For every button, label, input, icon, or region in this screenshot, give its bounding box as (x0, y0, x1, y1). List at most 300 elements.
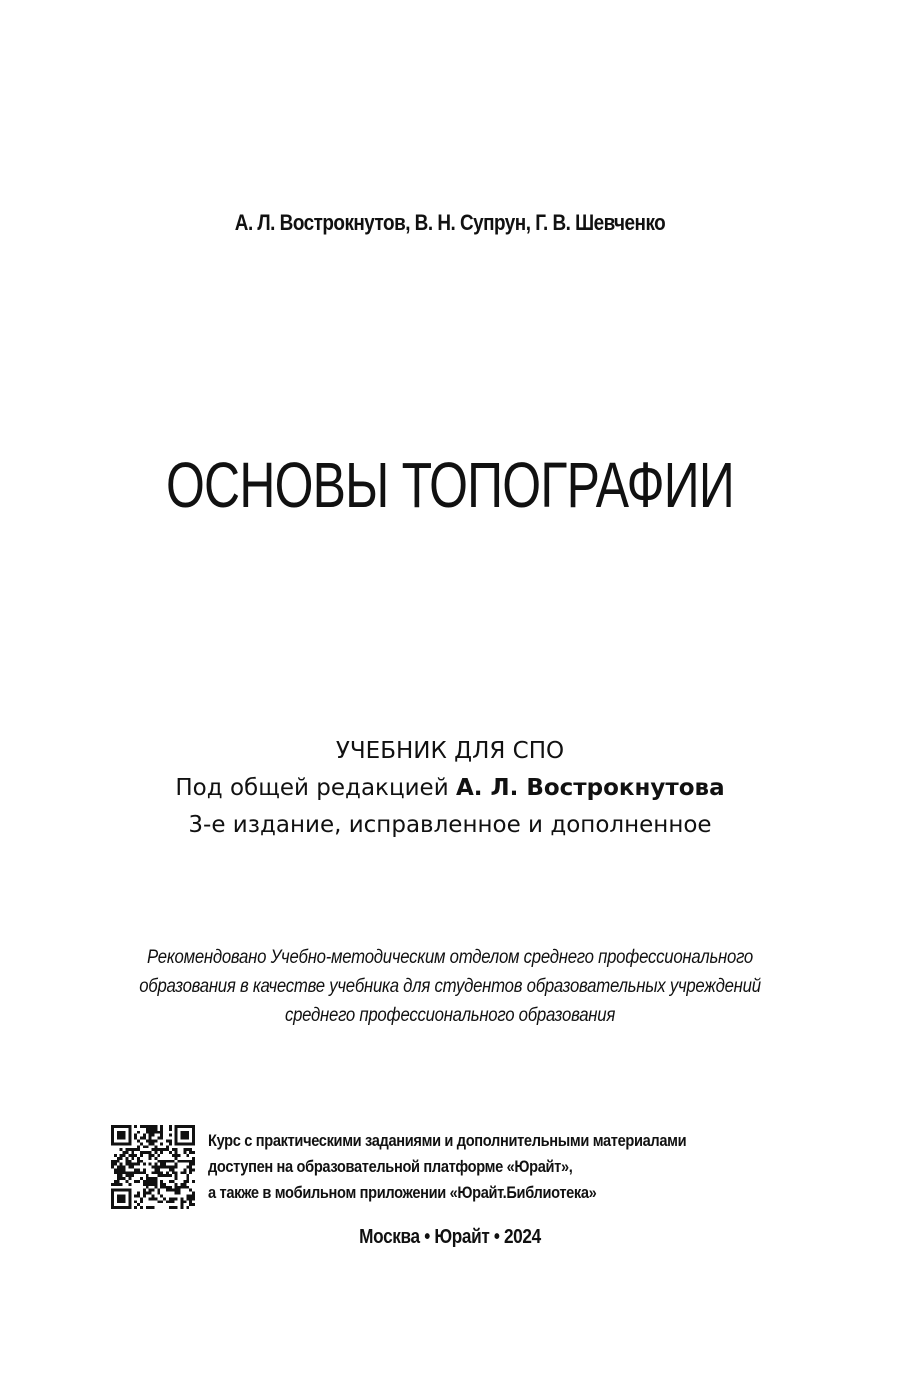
qr-module (175, 1183, 178, 1186)
qr-module (111, 1131, 114, 1134)
qr-module (172, 1206, 175, 1209)
qr-module (178, 1192, 181, 1195)
book-title: ОСНОВЫ ТОПОГРАФИИ (166, 449, 734, 521)
qr-module (111, 1160, 114, 1163)
qr-module (166, 1148, 169, 1151)
qr-module (149, 1154, 152, 1157)
qr-module (183, 1183, 186, 1186)
qr-module (120, 1166, 123, 1169)
qr-module (117, 1157, 120, 1160)
qr-module (131, 1174, 134, 1177)
qr-module (181, 1171, 184, 1174)
qr-module (146, 1125, 149, 1128)
qr-module (175, 1131, 178, 1134)
qr-module (192, 1163, 195, 1166)
qr-module (117, 1183, 120, 1186)
qr-module (125, 1174, 128, 1177)
qr-module (154, 1145, 157, 1148)
qr-module (186, 1195, 189, 1198)
qr-module (120, 1197, 123, 1200)
qr-module (146, 1145, 149, 1148)
qr-module (163, 1174, 166, 1177)
qr-module (154, 1125, 157, 1128)
qr-module (169, 1128, 172, 1131)
qr-module (181, 1125, 184, 1128)
qr-module (169, 1166, 172, 1169)
qr-module (149, 1177, 152, 1180)
qr-module (117, 1134, 120, 1137)
qr-module (114, 1206, 117, 1209)
qr-module (120, 1137, 123, 1140)
qr-module (125, 1160, 128, 1163)
qr-module (137, 1157, 140, 1160)
qr-module (131, 1171, 134, 1174)
qr-module (154, 1180, 157, 1183)
qr-module (140, 1137, 143, 1140)
qr-module (131, 1163, 134, 1166)
qr-module (128, 1148, 131, 1151)
qr-module (160, 1183, 163, 1186)
qr-module (137, 1171, 140, 1174)
qr-module (120, 1142, 123, 1145)
recommendation (63, 943, 837, 1030)
qr-module (157, 1168, 160, 1171)
qr-module (134, 1195, 137, 1198)
qr-module (123, 1195, 126, 1198)
qr-module (172, 1200, 175, 1203)
qr-module (128, 1171, 131, 1174)
qr-module (175, 1186, 178, 1189)
qr-module (140, 1200, 143, 1203)
qr-module (123, 1154, 126, 1157)
qr-module (172, 1168, 175, 1171)
qr-module (157, 1166, 160, 1169)
qr-module (163, 1160, 166, 1163)
qr-module (152, 1183, 155, 1186)
qr-module (123, 1151, 126, 1154)
qr-module (183, 1142, 186, 1145)
qr-module (186, 1206, 189, 1209)
qr-module (149, 1137, 152, 1140)
qr-module (125, 1171, 128, 1174)
qr-module (152, 1189, 155, 1192)
qr-module (128, 1174, 131, 1177)
qr-module (183, 1186, 186, 1189)
qr-module (192, 1197, 195, 1200)
qr-module (140, 1206, 143, 1209)
qr-module (117, 1197, 120, 1200)
qr-module (128, 1192, 131, 1195)
qr-module (134, 1171, 137, 1174)
qr-module (123, 1177, 126, 1180)
qr-module (146, 1151, 149, 1154)
qr-module (128, 1139, 131, 1142)
qr-module (172, 1160, 175, 1163)
qr-module (146, 1192, 149, 1195)
qr-module (186, 1134, 189, 1137)
qr-module (186, 1186, 189, 1189)
qr-module (181, 1203, 184, 1206)
recommendation-line-3: среднего профессионального образования (284, 1004, 616, 1026)
qr-module (131, 1148, 134, 1151)
qr-module (154, 1131, 157, 1134)
qr-module (137, 1145, 140, 1148)
qr-module (149, 1125, 152, 1128)
qr-module (111, 1137, 114, 1140)
qr-module (169, 1168, 172, 1171)
qr-module (146, 1174, 149, 1177)
qr-module (111, 1163, 114, 1166)
qr-module (111, 1189, 114, 1192)
qr-module (114, 1163, 117, 1166)
qr-module (166, 1160, 169, 1163)
qr-module (175, 1206, 178, 1209)
qr-module (128, 1134, 131, 1137)
qr-module (189, 1189, 192, 1192)
qr-module (183, 1137, 186, 1140)
qr-module (120, 1154, 123, 1157)
qr-module (146, 1131, 149, 1134)
recommendation-line-1: Рекомендовано Учебно-методическим отделом среднего профессионального (147, 946, 753, 968)
qr-module (169, 1200, 172, 1203)
qr-module (149, 1142, 152, 1145)
qr-module (163, 1183, 166, 1186)
qr-module (128, 1200, 131, 1203)
qr-module (152, 1125, 155, 1128)
qr-module (117, 1125, 120, 1128)
editor-prefix: Под общей редакцией (175, 775, 449, 801)
qr-module (143, 1171, 146, 1174)
qr-module (166, 1145, 169, 1148)
qr-module (117, 1189, 120, 1192)
qr-module (172, 1180, 175, 1183)
qr-module (181, 1131, 184, 1134)
qr-module (143, 1192, 146, 1195)
qr-module (140, 1160, 143, 1163)
qr-module (149, 1151, 152, 1154)
qr-module (117, 1131, 120, 1134)
qr-module (183, 1148, 186, 1151)
course-info (208, 1128, 690, 1206)
qr-module (146, 1180, 149, 1183)
qr-module (128, 1163, 131, 1166)
qr-module (192, 1125, 195, 1128)
qr-module (166, 1166, 169, 1169)
qr-module (123, 1142, 126, 1145)
qr-module (120, 1125, 123, 1128)
qr-module (117, 1160, 120, 1163)
qr-module (154, 1197, 157, 1200)
qr-module (114, 1180, 117, 1183)
qr-module (166, 1186, 169, 1189)
qr-module (125, 1142, 128, 1145)
qr-module (152, 1134, 155, 1137)
qr-module (154, 1166, 157, 1169)
qr-module (120, 1163, 123, 1166)
editor-name: А. Л. Вострокнутова (455, 775, 725, 801)
qr-module (192, 1168, 195, 1171)
qr-module (137, 1180, 140, 1183)
qr-module (169, 1189, 172, 1192)
qr-module (157, 1131, 160, 1134)
qr-module (134, 1148, 137, 1151)
qr-module (111, 1206, 114, 1209)
qr-module (189, 1125, 192, 1128)
qr-module (149, 1180, 152, 1183)
qr-module (120, 1168, 123, 1171)
qr-module (125, 1157, 128, 1160)
qr-module (175, 1174, 178, 1177)
qr-module (154, 1168, 157, 1171)
qr-module (181, 1200, 184, 1203)
qr-module (160, 1171, 163, 1174)
qr-module (128, 1131, 131, 1134)
qr-module (123, 1125, 126, 1128)
qr-module (175, 1166, 178, 1169)
qr-module (163, 1197, 166, 1200)
qr-module (143, 1134, 146, 1137)
qr-module (134, 1125, 137, 1128)
qr-module (163, 1166, 166, 1169)
qr-module (192, 1142, 195, 1145)
qr-module (160, 1125, 163, 1128)
qr-module (117, 1142, 120, 1145)
qr-module (152, 1180, 155, 1183)
course-info-line-3: а также в мобильном приложении «Юрайт.Библиотека» (208, 1183, 597, 1202)
qr-module (154, 1163, 157, 1166)
qr-module (186, 1148, 189, 1151)
qr-module (134, 1154, 137, 1157)
qr-module (140, 1151, 143, 1154)
qr-code-icon (111, 1125, 195, 1209)
qr-module (146, 1128, 149, 1131)
qr-module (192, 1180, 195, 1183)
qr-module (140, 1177, 143, 1180)
qr-module (160, 1151, 163, 1154)
qr-module (157, 1171, 160, 1174)
qr-module (192, 1131, 195, 1134)
qr-module (189, 1168, 192, 1171)
qr-module (172, 1171, 175, 1174)
qr-module (152, 1206, 155, 1209)
qr-module (178, 1125, 181, 1128)
qr-module (117, 1195, 120, 1198)
qr-module (189, 1142, 192, 1145)
qr-module (163, 1163, 166, 1166)
qr-module (175, 1189, 178, 1192)
qr-module (149, 1139, 152, 1142)
qr-module (157, 1160, 160, 1163)
qr-module (146, 1183, 149, 1186)
qr-module (178, 1142, 181, 1145)
qr-module (149, 1128, 152, 1131)
qr-module (154, 1128, 157, 1131)
qr-module (169, 1186, 172, 1189)
qr-module (134, 1137, 137, 1140)
qr-module (189, 1151, 192, 1154)
qr-module (169, 1197, 172, 1200)
qr-module (134, 1180, 137, 1183)
qr-module (137, 1192, 140, 1195)
qr-module (120, 1171, 123, 1174)
qr-module (123, 1137, 126, 1140)
qr-module (146, 1206, 149, 1209)
qr-module (143, 1180, 146, 1183)
qr-module (160, 1174, 163, 1177)
qr-module (149, 1163, 152, 1166)
qr-module (160, 1137, 163, 1140)
qr-module (125, 1151, 128, 1154)
qr-module (189, 1197, 192, 1200)
qr-module (149, 1134, 152, 1137)
qr-module (128, 1154, 131, 1157)
qr-module (111, 1200, 114, 1203)
qr-module (137, 1139, 140, 1142)
qr-module (192, 1137, 195, 1140)
qr-module (134, 1168, 137, 1171)
qr-module (120, 1174, 123, 1177)
qr-module (183, 1168, 186, 1171)
qr-module (117, 1171, 120, 1174)
qr-module (143, 1168, 146, 1171)
qr-module (125, 1163, 128, 1166)
qr-module (192, 1157, 195, 1160)
qr-module (172, 1148, 175, 1151)
qr-module (166, 1200, 169, 1203)
qr-module (192, 1203, 195, 1206)
qr-module (186, 1174, 189, 1177)
qr-module (117, 1137, 120, 1140)
qr-module (134, 1163, 137, 1166)
qr-module (111, 1197, 114, 1200)
qr-module (117, 1180, 120, 1183)
qr-module (178, 1186, 181, 1189)
qr-module (149, 1157, 152, 1160)
qr-module (131, 1166, 134, 1169)
qr-module (183, 1125, 186, 1128)
qr-module (137, 1148, 140, 1151)
qr-module (146, 1186, 149, 1189)
qr-module (123, 1189, 126, 1192)
qr-module (183, 1151, 186, 1154)
qr-module (137, 1168, 140, 1171)
qr-module (146, 1139, 149, 1142)
qr-module (128, 1197, 131, 1200)
qr-module (169, 1160, 172, 1163)
qr-module (183, 1180, 186, 1183)
qr-module (175, 1177, 178, 1180)
qr-module (183, 1200, 186, 1203)
qr-module (181, 1142, 184, 1145)
qr-module (117, 1200, 120, 1203)
qr-module (192, 1139, 195, 1142)
qr-module (114, 1125, 117, 1128)
qr-module (172, 1197, 175, 1200)
qr-module (137, 1163, 140, 1166)
qr-module (163, 1148, 166, 1151)
qr-module (186, 1131, 189, 1134)
qr-module (114, 1171, 117, 1174)
qr-module (120, 1200, 123, 1203)
qr-module (186, 1197, 189, 1200)
qr-module (111, 1192, 114, 1195)
qr-module (189, 1195, 192, 1198)
qr-module (123, 1206, 126, 1209)
qr-module (160, 1142, 163, 1145)
recommendation-line-2: образования в качестве учебника для студентов образовательных учреждений (139, 975, 761, 997)
course-info-line-2: доступен на образовательной платформе «Юрайт», (208, 1157, 573, 1176)
qr-module (157, 1189, 160, 1192)
qr-module (120, 1157, 123, 1160)
qr-module (160, 1200, 163, 1203)
qr-module (111, 1142, 114, 1145)
qr-module (178, 1154, 181, 1157)
qr-module (117, 1168, 120, 1171)
qr-module (169, 1125, 172, 1128)
qr-module (175, 1148, 178, 1151)
qr-module (189, 1203, 192, 1206)
qr-module (160, 1180, 163, 1183)
qr-module (181, 1183, 184, 1186)
qr-module (152, 1142, 155, 1145)
qr-module (120, 1195, 123, 1198)
qr-module (140, 1171, 143, 1174)
qr-module (123, 1134, 126, 1137)
qr-module (157, 1154, 160, 1157)
qr-module (154, 1171, 157, 1174)
qr-module (152, 1195, 155, 1198)
qr-module (181, 1186, 184, 1189)
qr-module (111, 1139, 114, 1142)
qr-module (120, 1183, 123, 1186)
qr-module (137, 1160, 140, 1163)
qr-module (154, 1139, 157, 1142)
edition: 3-е издание, исправленное и дополненное (188, 812, 712, 838)
qr-module (125, 1125, 128, 1128)
qr-module (166, 1139, 169, 1142)
qr-module (154, 1151, 157, 1154)
qr-module (181, 1206, 184, 1209)
qr-module (143, 1195, 146, 1198)
qr-module (169, 1151, 172, 1154)
qr-module (152, 1148, 155, 1151)
qr-module (140, 1154, 143, 1157)
qr-module (175, 1125, 178, 1128)
qr-module (192, 1128, 195, 1131)
qr-module (149, 1131, 152, 1134)
qr-module (125, 1206, 128, 1209)
qr-module (128, 1137, 131, 1140)
qr-module (175, 1154, 178, 1157)
qr-module (192, 1151, 195, 1154)
qr-module (146, 1177, 149, 1180)
qr-module (120, 1134, 123, 1137)
qr-module (154, 1157, 157, 1160)
qr-module (111, 1128, 114, 1131)
qr-module (183, 1131, 186, 1134)
qr-module (143, 1145, 146, 1148)
qr-module (149, 1197, 152, 1200)
qr-module (192, 1134, 195, 1137)
qr-module (152, 1154, 155, 1157)
qr-module (123, 1171, 126, 1174)
qr-module (114, 1168, 117, 1171)
qr-module (160, 1163, 163, 1166)
qr-module (125, 1189, 128, 1192)
qr-module (131, 1154, 134, 1157)
qr-module (143, 1151, 146, 1154)
book-type: УЧЕБНИК ДЛЯ СПО (335, 738, 565, 764)
